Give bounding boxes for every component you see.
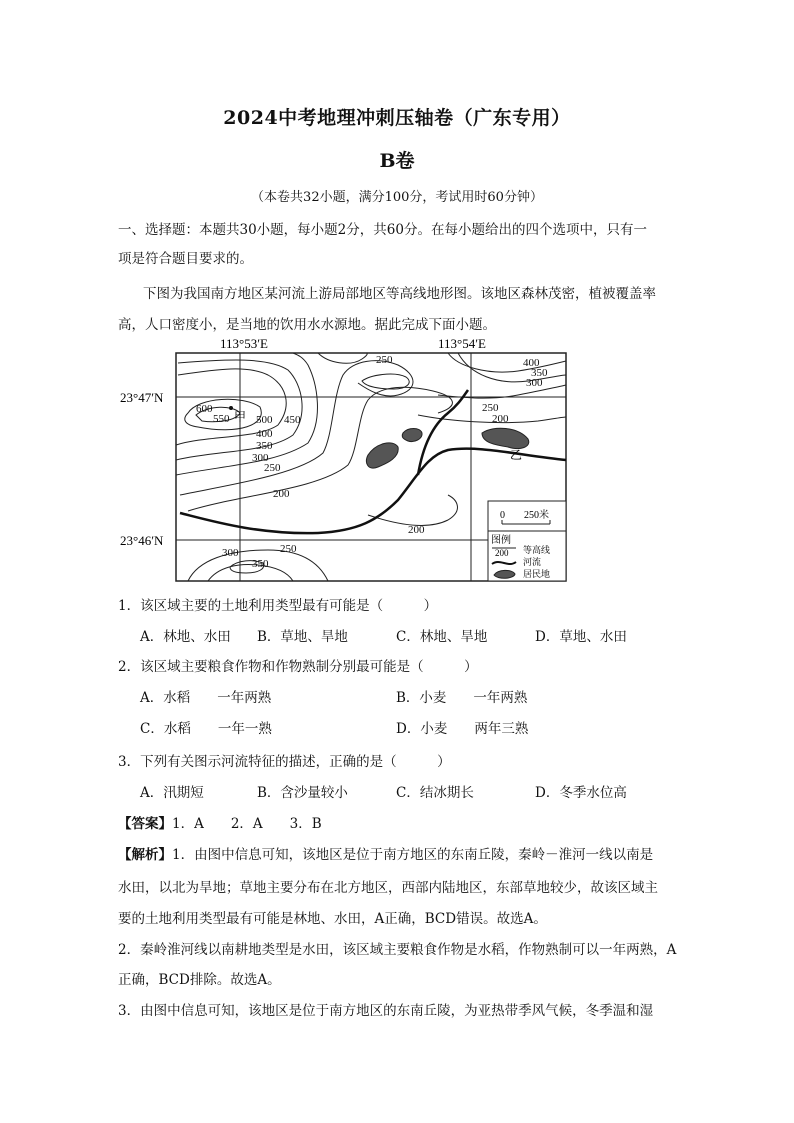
section-heading-line-1: 一、选择题：本题共30小题，每小题2分，共60分。在每小题给出的四个选项中，只有一 [118,222,647,238]
question-3-option-a: A．汛期短 [140,785,204,801]
legend-contour: 等高线 [523,545,551,555]
analysis-line-2: 水田，以北为旱地；草地主要分布在北方地区，西部内陆地区，东部草地较少，故该区域主 [118,880,658,896]
exam-title: 2024中考地理冲刺压轴卷（广东专用） [223,107,571,129]
intro-line-2: 高，人口密度小，是当地的饮用水水源地。据此完成下面小题。 [118,317,496,333]
contour-label: 450 [284,414,301,426]
section-heading-line-2: 项是符合题目要求的。 [118,251,253,267]
scale-bar [488,501,566,531]
legend-contour-value: 200 [495,548,509,558]
settlement-1 [366,443,398,468]
svg-text:250米: 250米 [524,510,549,521]
river-tributary [418,390,468,475]
analysis-line-6: 3．由图中信息可知，该地区是位于南方地区的东南丘陵，为亚热带季风气候，冬季温和湿 [118,1003,654,1019]
point-label: 乙 [510,448,523,462]
question-1-option-d: D．草地、水田 [535,629,627,645]
contour-label: 300 [252,452,269,464]
analysis-line-3: 要的土地利用类型最有可能是林地、水田，A正确，BCD错误。故选A。 [118,911,547,927]
question-2-option-c: C．水稻 一年一熟 [140,721,272,737]
contour-label: 350 [256,440,273,452]
contour-label: 400 [256,428,273,440]
question-2-stem: 2．该区域主要粮食作物和作物熟制分别最可能是（ ） [118,659,478,675]
contour-label: 200 [273,488,290,500]
latitude-bottom-label: 23°46′N [120,533,164,548]
peak-point [229,406,233,410]
analysis-label: 【解析】 [118,847,172,863]
analysis-line-5: 正确，BCD排除。故选A。 [118,972,281,988]
question-1-stem: 1．该区域主要的土地利用类型最有可能是（ ） [118,598,438,614]
contour-label: 250 [482,402,499,414]
question-1-option-c: C．林地、旱地 [396,629,488,645]
contour-label: 300 [526,377,543,389]
latitude-top-label: 23°47′N [120,390,164,405]
question-1-option-a: A．林地、水田 [140,629,231,645]
analysis-line-1 [118,843,653,863]
question-1-option-b: B．草地、旱地 [257,629,348,645]
contour-label: 550 [213,413,230,425]
intro-line-1: 下图为我国南方地区某河流上游局部地区等高线地形图。该地区森林茂密，植被覆盖率 [143,286,656,302]
peak-label: 甲 [234,410,247,424]
analysis-text: 1．由图中信息可知，该地区是位于南方地区的东南丘陵，秦岭－淮河一线以南是 [172,847,654,863]
question-3-option-d: D．冬季水位高 [535,785,627,801]
question-3-option-b: B．含沙量较小 [257,785,348,801]
contour-label: 250 [376,354,393,366]
question-2-option-d: D．小麦 两年三熟 [396,721,529,737]
contour-label: 250 [264,462,281,474]
settlement-3 [482,428,529,448]
question-2-option-a: A．水稻 一年两熟 [140,690,272,706]
legend-title: 图例 [491,535,511,546]
svg-text:0: 0 [500,510,505,521]
settlement-2 [402,429,422,442]
contour-label: 400 [523,357,540,369]
contour-map [118,335,578,585]
legend-settlement: 居民地 [523,569,551,579]
exam-subtitle: B卷 [379,150,415,172]
contour-label: 200 [408,524,425,536]
question-2-option-b: B．小麦 一年两熟 [396,690,528,706]
question-3-option-c: C．结冰期长 [396,785,474,801]
legend-river: 河流 [523,557,542,567]
contour-label: 350 [531,367,548,379]
contour-label: 250 [280,543,297,555]
answer-label: 【答案】 [118,816,172,832]
answer-text: 1．A 2．A 3．B [172,816,322,832]
question-3-stem: 3．下列有关图示河流特征的描述，正确的是（ ） [118,754,451,770]
contour-label: 600 [196,403,213,415]
contour-label: 350 [252,558,269,570]
longitude-left-label: 113°53′E [220,336,269,351]
contour-label: 200 [492,413,509,425]
longitude-right-label: 113°54′E [438,336,487,351]
map-legend [488,531,566,581]
answer-line [118,812,322,832]
contour-label: 300 [222,547,239,559]
analysis-line-4: 2．秦岭淮河线以南耕地类型是水田，该区域主要粮食作物是水稻，作物熟制可以一年两熟，A [118,942,677,958]
exam-note: （本卷共32小题，满分100分，考试用时60分钟） [251,190,543,205]
contour-label: 500 [256,414,273,426]
